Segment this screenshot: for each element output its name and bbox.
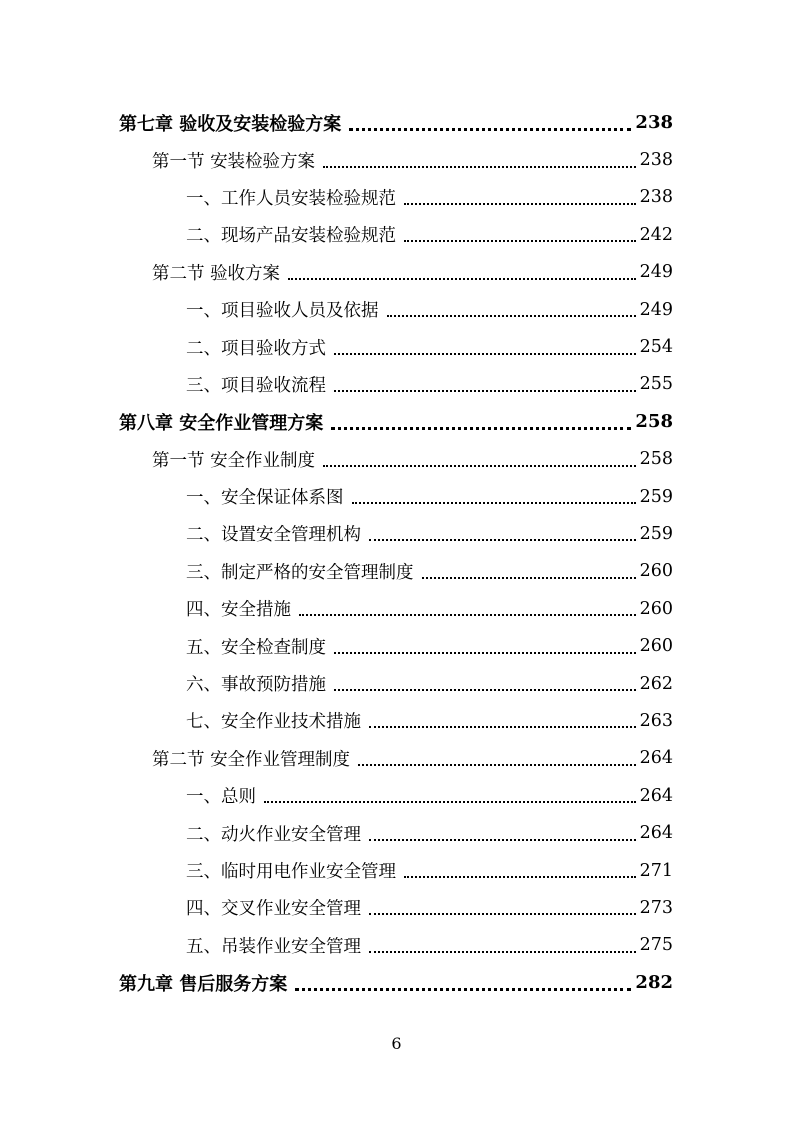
dot-leader bbox=[404, 875, 636, 878]
dot-leader bbox=[404, 239, 636, 242]
toc-entry-page: 258 bbox=[635, 411, 673, 433]
toc-subsection[interactable] bbox=[0, 889, 793, 926]
toc-entry-page: 271 bbox=[639, 860, 673, 881]
toc-entry-page: 273 bbox=[639, 897, 673, 918]
toc-entry-label: 三、项目验收流程 bbox=[186, 375, 326, 396]
dot-leader bbox=[404, 202, 636, 205]
toc-entry-page: 259 bbox=[639, 486, 673, 507]
toc-entry-label: 三、制定严格的安全管理制度 bbox=[186, 562, 414, 583]
toc-subsection[interactable] bbox=[0, 777, 793, 814]
toc-entry-page: 249 bbox=[639, 262, 673, 283]
toc-entry-label: 四、交叉作业安全管理 bbox=[186, 899, 361, 920]
dot-leader bbox=[264, 800, 636, 803]
toc-entry-label: 二、动火作业安全管理 bbox=[186, 824, 361, 845]
toc-entry-page: 264 bbox=[639, 785, 673, 806]
toc-entry-page: 242 bbox=[639, 224, 673, 245]
toc-entry-label: 第二节 验收方案 bbox=[152, 263, 281, 284]
toc-entry-page: 275 bbox=[639, 935, 673, 956]
dot-leader bbox=[288, 277, 636, 280]
toc-subsection[interactable] bbox=[0, 179, 793, 216]
toc-entry-label: 六、事故预防措施 bbox=[186, 675, 326, 696]
dot-leader bbox=[334, 651, 636, 654]
toc-entry-label: 一、安全保证体系图 bbox=[186, 488, 344, 509]
toc-entry-page: 260 bbox=[639, 561, 673, 582]
toc-entry-label: 第二节 安全作业管理制度 bbox=[152, 749, 351, 770]
toc-entry-page: 255 bbox=[639, 374, 673, 395]
dot-leader bbox=[387, 314, 636, 317]
dot-leader bbox=[369, 950, 636, 953]
toc-chapter[interactable] bbox=[0, 104, 793, 141]
toc-subsection[interactable] bbox=[0, 291, 793, 328]
table-of-contents bbox=[0, 104, 793, 1001]
toc-subsection[interactable] bbox=[0, 328, 793, 365]
dot-leader bbox=[331, 426, 631, 430]
toc-section[interactable] bbox=[0, 441, 793, 478]
toc-section[interactable] bbox=[0, 740, 793, 777]
toc-entry-label: 第七章 验收及安装检验方案 bbox=[119, 113, 342, 135]
toc-entry-page: 258 bbox=[639, 449, 673, 470]
toc-entry-page: 260 bbox=[639, 598, 673, 619]
dot-leader bbox=[369, 538, 636, 541]
toc-entry-page: 238 bbox=[639, 150, 673, 171]
dot-leader bbox=[334, 389, 636, 392]
toc-subsection[interactable] bbox=[0, 627, 793, 664]
toc-entry-label: 第一节 安全作业制度 bbox=[152, 450, 316, 471]
toc-entry-page: 249 bbox=[639, 299, 673, 320]
toc-subsection[interactable] bbox=[0, 590, 793, 627]
toc-chapter[interactable] bbox=[0, 403, 793, 440]
toc-subsection[interactable] bbox=[0, 216, 793, 253]
toc-section[interactable] bbox=[0, 141, 793, 178]
toc-chapter[interactable] bbox=[0, 964, 793, 1001]
toc-subsection[interactable] bbox=[0, 852, 793, 889]
dot-leader bbox=[349, 127, 631, 131]
toc-entry-label: 一、总则 bbox=[186, 787, 256, 808]
toc-entry-page: 264 bbox=[639, 823, 673, 844]
toc-entry-page: 264 bbox=[639, 748, 673, 769]
dot-leader bbox=[299, 613, 636, 616]
dot-leader bbox=[334, 352, 636, 355]
toc-entry-page: 262 bbox=[639, 673, 673, 694]
toc-subsection[interactable] bbox=[0, 927, 793, 964]
dot-leader bbox=[422, 576, 636, 579]
toc-entry-label: 二、设置安全管理机构 bbox=[186, 525, 361, 546]
toc-subsection[interactable] bbox=[0, 814, 793, 851]
toc-entry-label: 第九章 售后服务方案 bbox=[119, 973, 288, 995]
dot-leader bbox=[295, 987, 631, 991]
toc-entry-label: 三、临时用电作业安全管理 bbox=[186, 862, 396, 882]
toc-subsection[interactable] bbox=[0, 665, 793, 702]
toc-entry-label: 一、工作人员安装检验规范 bbox=[186, 188, 396, 209]
toc-entry-label: 五、安全检查制度 bbox=[186, 637, 326, 658]
dot-leader bbox=[369, 912, 636, 915]
page-number: 6 bbox=[391, 1034, 402, 1053]
toc-entry-label: 二、项目验收方式 bbox=[186, 338, 326, 359]
toc-entry-page: 238 bbox=[635, 112, 673, 134]
dot-leader bbox=[323, 464, 636, 467]
toc-subsection[interactable] bbox=[0, 366, 793, 403]
toc-entry-page: 238 bbox=[639, 187, 673, 208]
toc-entry-label: 七、安全作业技术措施 bbox=[186, 712, 361, 733]
toc-entry-label: 第八章 安全作业管理方案 bbox=[119, 412, 324, 434]
dot-leader bbox=[369, 838, 636, 841]
dot-leader bbox=[369, 725, 636, 728]
toc-entry-page: 282 bbox=[635, 972, 673, 994]
dot-leader bbox=[323, 165, 636, 168]
toc-subsection[interactable] bbox=[0, 553, 793, 590]
toc-subsection[interactable] bbox=[0, 702, 793, 739]
dot-leader bbox=[358, 763, 636, 766]
toc-entry-page: 260 bbox=[639, 636, 673, 657]
toc-section[interactable] bbox=[0, 254, 793, 291]
toc-subsection[interactable] bbox=[0, 478, 793, 515]
toc-entry-label: 四、安全措施 bbox=[186, 600, 291, 621]
toc-entry-page: 259 bbox=[639, 523, 673, 544]
dot-leader bbox=[334, 688, 636, 691]
toc-entry-label: 五、吊装作业安全管理 bbox=[186, 936, 361, 957]
toc-entry-label: 二、现场产品安装检验规范 bbox=[186, 226, 396, 247]
toc-entry-label: 第一节 安装检验方案 bbox=[152, 151, 316, 172]
toc-entry-page: 254 bbox=[639, 337, 673, 358]
dot-leader bbox=[352, 501, 636, 504]
toc-entry-label: 一、项目验收人员及依据 bbox=[186, 301, 379, 322]
toc-subsection[interactable] bbox=[0, 515, 793, 552]
toc-entry-page: 263 bbox=[639, 710, 673, 731]
